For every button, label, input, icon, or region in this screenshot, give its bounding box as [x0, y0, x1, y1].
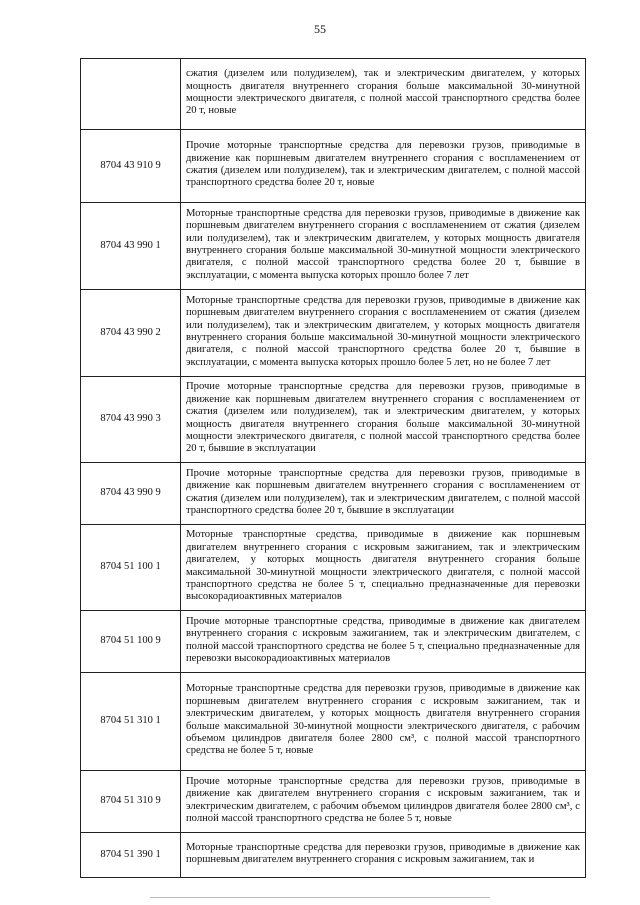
tariff-code-table: [80, 58, 586, 878]
table-row: [81, 377, 586, 463]
description-cell: сжатия (дизелем или полудизелем), так и электрическим двигателем, у которых мощность двигателя внутреннего сгорания больше максимальной 30-минутной мощности электрического двигателя, с полной массой транспортного средства более 20 т, новые: [181, 59, 586, 130]
description-cell: Моторные транспортные средства для перевозки грузов, приводимые в движение как поршневым двигателем внутреннего сгорания с воспламенением от сжатия (дизелем или полудизелем), так и электрическим двигателем, у которых мощность двигателя внутреннего сгорания больше максимальной 30-минутной мощности электрического двигателя, с полной массой транспортного средства более 20 т, бывшие в эксплуатации, с момента выпуска которых прошло более 5 лет, но не более 7 лет: [181, 290, 586, 377]
tnved-code-cell: 8704 51 310 9: [81, 771, 181, 833]
table-row: [81, 673, 586, 771]
table-row: [81, 611, 586, 673]
description-cell: Прочие моторные транспортные средства для перевозки грузов, приводимые в движение как двигателем внутреннего сгорания с искровым зажиганием, так и электрическим двигателем, с рабочим объемом цилиндров двигателя более 2800 см³, с полной массой транспортного средства не более 5 т, новые: [181, 771, 586, 833]
tnved-code-cell: 8704 51 100 9: [81, 611, 181, 673]
page-bottom-divider: [150, 897, 490, 898]
description-cell: Прочие моторные транспортные средства для перевозки грузов, приводимые в движение как поршневым двигателем внутреннего сгорания с воспламенением от сжатия (дизелем или полудизелем), так и электрическим двигателем, с полной массой транспортного средства более 20 т, бывшие в эксплуатации: [181, 463, 586, 525]
description-cell: Моторные транспортные средства для перевозки грузов, приводимые в движение как поршневым двигателем внутреннего сгорания с искровым зажиганием, так и: [181, 833, 586, 878]
tnved-code-cell: 8704 51 100 1: [81, 525, 181, 611]
table-row: [81, 203, 586, 290]
table-row: [81, 463, 586, 525]
description-cell: Моторные транспортные средства для перевозки грузов, приводимые в движение как поршневым двигателем внутреннего сгорания с искровым зажиганием, так и электрическим двигателем, у которых мощность двигателя внутреннего сгорания больше максимальной 30-минутной мощности электрического двигателя, с рабочим объемом цилиндров двигателя более 2800 см³, с полной массой транспортного средства не более 5 т, новые: [181, 673, 586, 771]
tnved-code-cell: 8704 51 310 1: [81, 673, 181, 771]
page-number: 55: [314, 22, 326, 36]
table-row: [81, 130, 586, 203]
table-row: [81, 771, 586, 833]
description-cell: Моторные транспортные средства, приводимые в движение как поршневым двигателем внутреннего сгорания с искровым зажиганием, так и электрическим двигателем, у которых мощность двигателя внутреннего сгорания больше максимальной 30-минутной мощности электрического двигателя, с полной массой транспортного средства не более 5 т, специально предназначенные для перевозки высокорадиоактивных материалов: [181, 525, 586, 611]
table-row: [81, 525, 586, 611]
description-cell: Прочие моторные транспортные средства для перевозки грузов, приводимые в движение как поршневым двигателем внутреннего сгорания с воспламенением от сжатия (дизелем или полудизелем), так и электрическим двигателем, с полной массой транспортного средства более 20 т, новые: [181, 130, 586, 203]
table-row: [81, 833, 586, 878]
description-cell: Моторные транспортные средства для перевозки грузов, приводимые в движение как поршневым двигателем внутреннего сгорания с воспламенением от сжатия (дизелем или полудизелем), так и электрическим двигателем, у которых мощность двигателя внутреннего сгорания больше максимальной 30-минутной мощности электрического двигателя, с полной массой транспортного средства более 20 т, бывшие в эксплуатации, с момента выпуска которых прошло более 7 лет: [181, 203, 586, 290]
tnved-code-cell: 8704 43 990 3: [81, 377, 181, 463]
table-row: [81, 59, 586, 130]
description-cell: Прочие моторные транспортные средства, приводимые в движение как двигателем внутреннего сгорания с искровым зажиганием, так и электрическим двигателем, с полной массой транспортного средства не более 5 т, специально предназначенные для перевозки высокорадиоактивных материалов: [181, 611, 586, 673]
tnved-code-cell: 8704 43 990 2: [81, 290, 181, 377]
table-row: [81, 290, 586, 377]
tnved-code-cell: 8704 43 910 9: [81, 130, 181, 203]
tnved-code-cell: 8704 43 990 9: [81, 463, 181, 525]
description-cell: Прочие моторные транспортные средства для перевозки грузов, приводимые в движение как поршневым двигателем внутреннего сгорания с воспламенением от сжатия (дизелем или полудизелем), так и электрическим двигателем, у которых мощность двигателя внутреннего сгорания больше максимальной 30-минутной мощности электрического двигателя, с полной массой транспортного средства более 20 т, бывшие в эксплуатации: [181, 377, 586, 463]
tnved-code-cell: [81, 59, 181, 130]
tnved-code-cell: 8704 43 990 1: [81, 203, 181, 290]
tnved-code-cell: 8704 51 390 1: [81, 833, 181, 878]
